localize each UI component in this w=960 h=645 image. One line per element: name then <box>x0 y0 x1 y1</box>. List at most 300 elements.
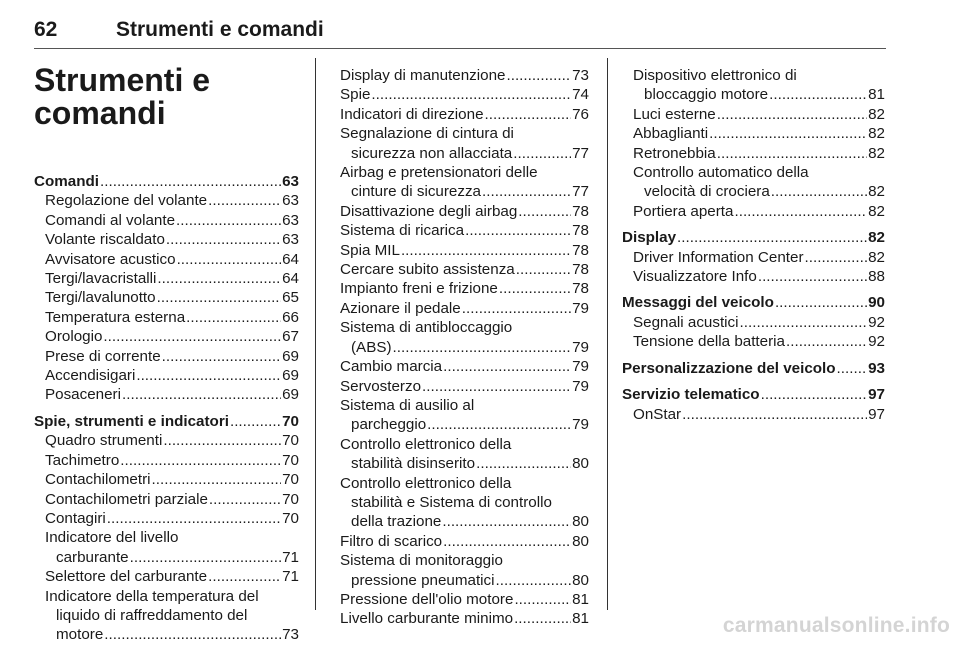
toc-entry-page-number: 81 <box>572 590 589 608</box>
toc-entry-label: Impianto freni e frizione <box>340 280 498 298</box>
dot-leader <box>393 338 572 357</box>
toc-entry-row <box>45 211 299 230</box>
toc-entry-label-line: Indicatore della temperatura del <box>45 587 259 605</box>
dot-leader <box>443 532 571 551</box>
toc-entry-row <box>340 512 589 531</box>
dot-leader <box>499 279 571 298</box>
toc-entry[interactable] <box>340 163 589 202</box>
toc-entry-page-number: 82 <box>868 144 885 162</box>
dot-leader <box>740 313 868 332</box>
toc-entry-row <box>45 470 299 489</box>
dot-leader <box>516 260 571 279</box>
dot-leader <box>122 385 281 404</box>
toc-entry-row <box>340 279 589 298</box>
toc-entry-label: Servizio telematico <box>622 386 760 404</box>
toc-entry-row <box>340 590 589 609</box>
toc-entry-row <box>45 327 299 346</box>
toc-entry-label: Servosterzo <box>340 377 422 395</box>
dot-leader <box>717 144 867 163</box>
dot-leader <box>805 248 868 267</box>
toc-entry-label: Selettore del carburante <box>45 568 208 586</box>
toc-entry-page-number: 71 <box>282 568 299 586</box>
watermark: carmanualsonline.info <box>722 614 950 637</box>
toc-entry-row <box>34 172 299 191</box>
toc-entry-label: Driver Information Center <box>633 248 804 266</box>
toc-entry[interactable] <box>340 357 589 376</box>
toc-entry[interactable] <box>622 163 885 202</box>
dot-leader <box>518 202 571 221</box>
toc-entry-page-number: 81 <box>572 610 589 628</box>
toc-entry-page-number: 70 <box>282 509 299 527</box>
toc-column-1 <box>34 172 299 645</box>
toc-entry[interactable] <box>340 221 589 240</box>
toc-entry[interactable] <box>34 451 299 470</box>
toc-entry[interactable] <box>34 347 299 366</box>
toc-entry[interactable] <box>340 551 589 590</box>
toc-entry-row <box>45 308 299 327</box>
toc-entry-label-line: Airbag e pretensionatori delle <box>340 164 538 182</box>
toc-entry-row <box>633 85 885 104</box>
toc-entry-page-number: 63 <box>282 231 299 249</box>
dot-leader <box>717 105 867 124</box>
toc-entry[interactable] <box>34 172 299 191</box>
dot-leader <box>209 490 281 509</box>
toc-entry-row <box>633 144 885 163</box>
toc-entry-row <box>340 357 589 376</box>
toc-entry[interactable] <box>622 359 885 378</box>
toc-entry-page-number: 73 <box>572 67 589 84</box>
toc-entry[interactable] <box>340 260 589 279</box>
toc-entry[interactable] <box>34 230 299 249</box>
toc-entry-page-number: 92 <box>868 313 885 331</box>
toc-entry-label: Tergi/lavacristalli <box>45 270 157 288</box>
dot-leader <box>771 182 867 201</box>
dot-leader <box>186 308 281 327</box>
toc-entry-page-number: 73 <box>282 626 299 644</box>
toc-entry[interactable] <box>622 202 885 221</box>
toc-entry-label-line: liquido di raffreddamento del <box>56 606 248 624</box>
toc-entry-page-number: 92 <box>868 333 885 351</box>
toc-entry-label: Disattivazione degli airbag <box>340 202 518 220</box>
toc-entry-label-line: Controllo automatico della <box>633 164 809 182</box>
dot-leader <box>166 230 281 249</box>
toc-entry-row <box>340 377 589 396</box>
toc-entry-row <box>340 85 589 104</box>
toc-entry-label: Spie <box>340 86 371 104</box>
toc-entry-page-number: 82 <box>868 105 885 123</box>
toc-entry-row <box>340 532 589 551</box>
toc-entry-page-number: 90 <box>868 294 885 312</box>
toc-column-3 <box>622 66 885 424</box>
toc-entry-row <box>45 288 299 307</box>
dot-leader <box>709 124 867 143</box>
toc-entry-page-number: 97 <box>868 386 885 404</box>
toc-entry-row <box>622 228 885 247</box>
toc-entry[interactable] <box>34 385 299 404</box>
toc-entry-page-number: 82 <box>868 229 885 247</box>
dot-leader <box>163 431 281 450</box>
toc-entry-label: cinture di sicurezza <box>351 183 481 201</box>
toc-entry[interactable] <box>340 299 589 318</box>
toc-entry-page-number: 97 <box>868 405 885 423</box>
toc-entry[interactable] <box>622 293 885 312</box>
toc-entry-row <box>45 250 299 269</box>
toc-entry-page-number: 63 <box>282 173 299 190</box>
toc-entry-label: sicurezza non allacciata <box>351 144 513 162</box>
toc-entry[interactable] <box>34 412 299 431</box>
dot-leader <box>401 241 571 260</box>
toc-entry[interactable] <box>34 191 299 210</box>
toc-entry[interactable] <box>622 332 885 351</box>
toc-entry-label-line: stabilità e Sistema di controllo <box>351 493 552 511</box>
toc-entry[interactable] <box>340 474 589 532</box>
toc-entry-row <box>340 571 589 590</box>
column-divider <box>607 58 608 610</box>
toc-entry-page-number: 64 <box>282 270 299 288</box>
toc-entry[interactable] <box>622 385 885 404</box>
toc-entry-label: Contachilometri parziale <box>45 490 208 508</box>
toc-entry-page-number: 80 <box>572 455 589 473</box>
toc-entry-label: Accendisigari <box>45 367 136 385</box>
toc-entry-row <box>45 366 299 385</box>
toc-entry-row <box>45 490 299 509</box>
toc-entry[interactable] <box>34 509 299 528</box>
toc-entry-page-number: 66 <box>282 308 299 326</box>
dot-leader <box>476 454 571 473</box>
dot-leader <box>208 567 281 586</box>
toc-entry-row <box>340 182 589 201</box>
toc-entry-label: Tensione della batteria <box>633 333 785 351</box>
toc-entry-label: della trazione <box>351 513 442 531</box>
toc-entry-page-number: 80 <box>572 532 589 550</box>
toc-entry[interactable] <box>622 105 885 124</box>
toc-entry-page-number: 70 <box>282 490 299 508</box>
toc-entry-row <box>34 412 299 431</box>
toc-entry[interactable] <box>340 105 589 124</box>
toc-entry-row <box>45 451 299 470</box>
dot-leader <box>177 250 282 269</box>
toc-entry-label: bloccaggio motore <box>644 86 769 104</box>
toc-entry[interactable] <box>340 435 589 474</box>
toc-entry-page-number: 93 <box>868 359 885 377</box>
toc-entry-page-number: 69 <box>282 347 299 365</box>
dot-leader <box>152 470 282 489</box>
dot-leader <box>514 590 571 609</box>
toc-entry-label: Display di manutenzione <box>340 67 506 84</box>
toc-entry-page-number: 70 <box>282 471 299 489</box>
dot-leader <box>485 105 572 124</box>
dot-leader <box>443 357 571 376</box>
toc-entry-page-number: 79 <box>572 377 589 395</box>
dot-leader <box>775 293 867 312</box>
toc-entry[interactable] <box>34 250 299 269</box>
dot-leader <box>758 267 867 286</box>
toc-entry-page-number: 65 <box>282 289 299 307</box>
toc-entry-page-number: 80 <box>572 513 589 531</box>
toc-entry-page-number: 74 <box>572 86 589 104</box>
page-number: 62 <box>34 18 58 41</box>
toc-entry[interactable] <box>34 327 299 346</box>
toc-entry-page-number: 78 <box>572 241 589 259</box>
toc-entry-label: OnStar <box>633 405 682 423</box>
toc-entry-row <box>633 124 885 143</box>
toc-entry-label: motore <box>56 626 104 644</box>
toc-entry-label: (ABS) <box>351 338 392 356</box>
toc-entry-row <box>340 260 589 279</box>
toc-entry-row <box>45 269 299 288</box>
dot-leader <box>761 385 868 404</box>
toc-entry-label: Personalizzazione del veicolo <box>622 359 836 377</box>
toc-entry[interactable] <box>340 124 589 163</box>
toc-entry-row <box>633 248 885 267</box>
toc-entry-page-number: 76 <box>572 105 589 123</box>
toc-entry-page-number: 67 <box>282 328 299 346</box>
toc-entry[interactable] <box>34 490 299 509</box>
toc-entry-label: Messaggi del veicolo <box>622 294 774 312</box>
toc-entry-label: Orologio <box>45 328 103 346</box>
toc-entry-label-line: Controllo elettronico della <box>340 435 512 453</box>
toc-entry-row <box>633 332 885 351</box>
toc-entry-label: Posaceneri <box>45 386 121 404</box>
toc-entry-label: Livello carburante minimo <box>340 610 514 628</box>
toc-entry[interactable] <box>340 85 589 104</box>
toc-entry-page-number: 70 <box>282 432 299 450</box>
toc-entry-page-number: 81 <box>868 86 885 104</box>
toc-entry-row <box>45 567 299 586</box>
toc-entry[interactable] <box>622 267 885 286</box>
toc-entry[interactable] <box>622 405 885 424</box>
toc-entry-label: Sistema di ricarica <box>340 222 465 240</box>
toc-entry-label: stabilità disinserito <box>351 455 476 473</box>
toc-entry-row <box>633 182 885 201</box>
toc-entry[interactable] <box>622 248 885 267</box>
toc-entry-page-number: 63 <box>282 211 299 229</box>
dot-leader <box>734 202 867 221</box>
toc-entry-label: Segnali acustici <box>633 313 739 331</box>
toc-entry-page-number: 82 <box>868 125 885 143</box>
toc-entry[interactable] <box>622 144 885 163</box>
toc-entry-label-line: Sistema di ausilio al <box>340 396 475 414</box>
toc-entry-page-number: 82 <box>868 183 885 201</box>
toc-entry-label-line: Dispositivo elettronico di <box>633 67 797 84</box>
toc-entry-row <box>340 241 589 260</box>
dot-leader <box>496 571 572 590</box>
toc-entry-row <box>340 299 589 318</box>
toc-entry[interactable] <box>340 318 589 357</box>
toc-entry-page-number: 77 <box>572 183 589 201</box>
dot-leader <box>442 512 571 531</box>
toc-entry-page-number: 79 <box>572 338 589 356</box>
toc-entry-label: Indicatori di direzione <box>340 105 484 123</box>
toc-entry-label: Portiera aperta <box>633 202 734 220</box>
toc-entry-page-number: 69 <box>282 386 299 404</box>
toc-entry-label-line: Controllo elettronico della <box>340 474 512 492</box>
toc-entry[interactable] <box>34 211 299 230</box>
toc-entry-label: Contachilometri <box>45 471 151 489</box>
toc-entry-label-line: Sistema di antibloccaggio <box>340 319 513 337</box>
toc-entry-label: Tachimetro <box>45 451 120 469</box>
toc-entry-row <box>340 144 589 163</box>
toc-entry-label-line: Sistema di monitoraggio <box>340 552 503 570</box>
toc-entry-page-number: 88 <box>868 268 885 286</box>
toc-entry-label: Display <box>622 229 677 247</box>
dot-leader <box>176 211 281 230</box>
dot-leader <box>371 85 571 104</box>
toc-entry[interactable] <box>340 532 589 551</box>
toc-entry-page-number: 70 <box>282 412 299 430</box>
toc-entry[interactable] <box>34 308 299 327</box>
dot-leader <box>208 191 281 210</box>
dot-leader <box>120 451 281 470</box>
toc-entry-page-number: 80 <box>572 571 589 589</box>
toc-entry-label: carburante <box>56 548 129 566</box>
toc-entry-label: Spie, strumenti e indicatori <box>34 412 229 430</box>
toc-entry[interactable] <box>622 313 885 332</box>
toc-entry-row <box>622 293 885 312</box>
toc-entry[interactable] <box>340 590 589 609</box>
toc-entry[interactable] <box>622 66 885 105</box>
dot-leader <box>427 415 571 434</box>
toc-entry-label: Prese di corrente <box>45 347 161 365</box>
dot-leader <box>130 548 281 567</box>
toc-entry-page-number: 78 <box>572 222 589 240</box>
dot-leader <box>682 405 867 424</box>
toc-entry-label: Regolazione del volante <box>45 192 208 210</box>
toc-entry-label: Temperatura esterna <box>45 308 186 326</box>
toc-entry-label: Abbaglianti <box>633 125 709 143</box>
column-divider <box>315 58 316 610</box>
toc-entry[interactable] <box>340 609 589 628</box>
dot-leader <box>100 172 281 191</box>
toc-entry-label: velocità di crociera <box>644 183 770 201</box>
toc-entry-row <box>622 359 885 378</box>
toc-entry-row <box>45 431 299 450</box>
toc-entry-row <box>622 385 885 404</box>
dot-leader <box>136 366 281 385</box>
toc-entry-row <box>45 548 299 567</box>
toc-entry-label: pressione pneumatici <box>351 571 495 589</box>
toc-entry-row <box>340 609 589 628</box>
toc-entry-label: Azionare il pedale <box>340 299 461 317</box>
toc-entry-row <box>340 202 589 221</box>
toc-entry[interactable] <box>34 288 299 307</box>
dot-leader <box>462 299 571 318</box>
toc-entry-label: Filtro di scarico <box>340 532 443 550</box>
toc-entry-page-number: 82 <box>868 202 885 220</box>
toc-entry-row <box>340 454 589 473</box>
dot-leader <box>769 85 867 104</box>
dot-leader <box>230 412 281 431</box>
toc-entry-label: Quadro strumenti <box>45 432 163 450</box>
toc-entry-label: Visualizzatore Info <box>633 268 757 286</box>
toc-entry[interactable] <box>34 567 299 586</box>
chapter-title: Strumenti e comandi <box>34 62 211 131</box>
toc-entry[interactable] <box>622 228 885 247</box>
toc-entry-label: Comandi al volante <box>45 211 176 229</box>
toc-entry[interactable] <box>622 124 885 143</box>
toc-column-2 <box>340 66 589 629</box>
toc-entry[interactable] <box>340 202 589 221</box>
dot-leader <box>422 377 571 396</box>
dot-leader <box>157 288 281 307</box>
dot-leader <box>786 332 867 351</box>
toc-entry[interactable] <box>34 470 299 489</box>
toc-entry[interactable] <box>34 431 299 450</box>
dot-leader <box>837 359 868 378</box>
toc-entry-row <box>45 191 299 210</box>
toc-entry-label: Tergi/lavalunotto <box>45 289 156 307</box>
toc-entry-row <box>45 347 299 366</box>
toc-entry-row <box>45 230 299 249</box>
toc-entry-page-number: 78 <box>572 261 589 279</box>
toc-entry-page-number: 63 <box>282 192 299 210</box>
dot-leader <box>107 509 281 528</box>
toc-entry-page-number: 78 <box>572 280 589 298</box>
toc-entry-label-line: Segnalazione di cintura di <box>340 125 514 143</box>
toc-entry-label: Volante riscaldato <box>45 231 165 249</box>
toc-entry-label: Avvisatore acustico <box>45 250 176 268</box>
toc-entry-row <box>633 313 885 332</box>
toc-entry-label: Spia MIL <box>340 241 400 259</box>
dot-leader <box>157 269 281 288</box>
toc-entry-row <box>45 385 299 404</box>
toc-entry-row <box>633 267 885 286</box>
toc-entry-page-number: 71 <box>282 548 299 566</box>
toc-entry[interactable] <box>34 366 299 385</box>
dot-leader <box>465 221 571 240</box>
dot-leader <box>482 182 571 201</box>
toc-entry-page-number: 70 <box>282 451 299 469</box>
toc-entry[interactable] <box>340 396 589 435</box>
dot-leader <box>514 609 571 628</box>
toc-entry-page-number: 64 <box>282 250 299 268</box>
dot-leader <box>162 347 281 366</box>
toc-entry[interactable] <box>340 66 589 85</box>
dot-leader <box>677 228 867 247</box>
toc-entry[interactable] <box>34 269 299 288</box>
toc-entry[interactable] <box>340 241 589 260</box>
dot-leader <box>513 144 571 163</box>
toc-entry-label-line: Indicatore del livello <box>45 529 179 547</box>
toc-entry[interactable] <box>34 528 299 567</box>
toc-entry-row <box>340 338 589 357</box>
toc-entry[interactable] <box>34 587 299 645</box>
toc-entry-row <box>633 202 885 221</box>
toc-entry-row <box>633 405 885 424</box>
toc-entry-label: Retronebbia <box>633 144 716 162</box>
toc-entry-label: Cercare subito assistenza <box>340 261 515 279</box>
toc-entry-page-number: 79 <box>572 358 589 376</box>
running-title: Strumenti e comandi <box>116 18 324 41</box>
toc-entry-row <box>340 415 589 434</box>
dot-leader <box>506 66 571 85</box>
toc-entry-row <box>633 105 885 124</box>
toc-entry[interactable] <box>340 279 589 298</box>
page-header <box>34 8 886 49</box>
toc-entry-page-number: 82 <box>868 248 885 266</box>
toc-entry-page-number: 69 <box>282 367 299 385</box>
toc-entry-label: Luci esterne <box>633 105 716 123</box>
toc-entry-page-number: 79 <box>572 299 589 317</box>
toc-entry-label: Comandi <box>34 173 99 190</box>
toc-entry-label: Cambio marcia <box>340 358 443 376</box>
toc-entry-row <box>340 105 589 124</box>
toc-entry-label: Pressione dell'olio motore <box>340 590 514 608</box>
toc-entry[interactable] <box>340 377 589 396</box>
dot-leader <box>103 327 281 346</box>
toc-entry-row <box>340 221 589 240</box>
toc-entry-page-number: 78 <box>572 202 589 220</box>
